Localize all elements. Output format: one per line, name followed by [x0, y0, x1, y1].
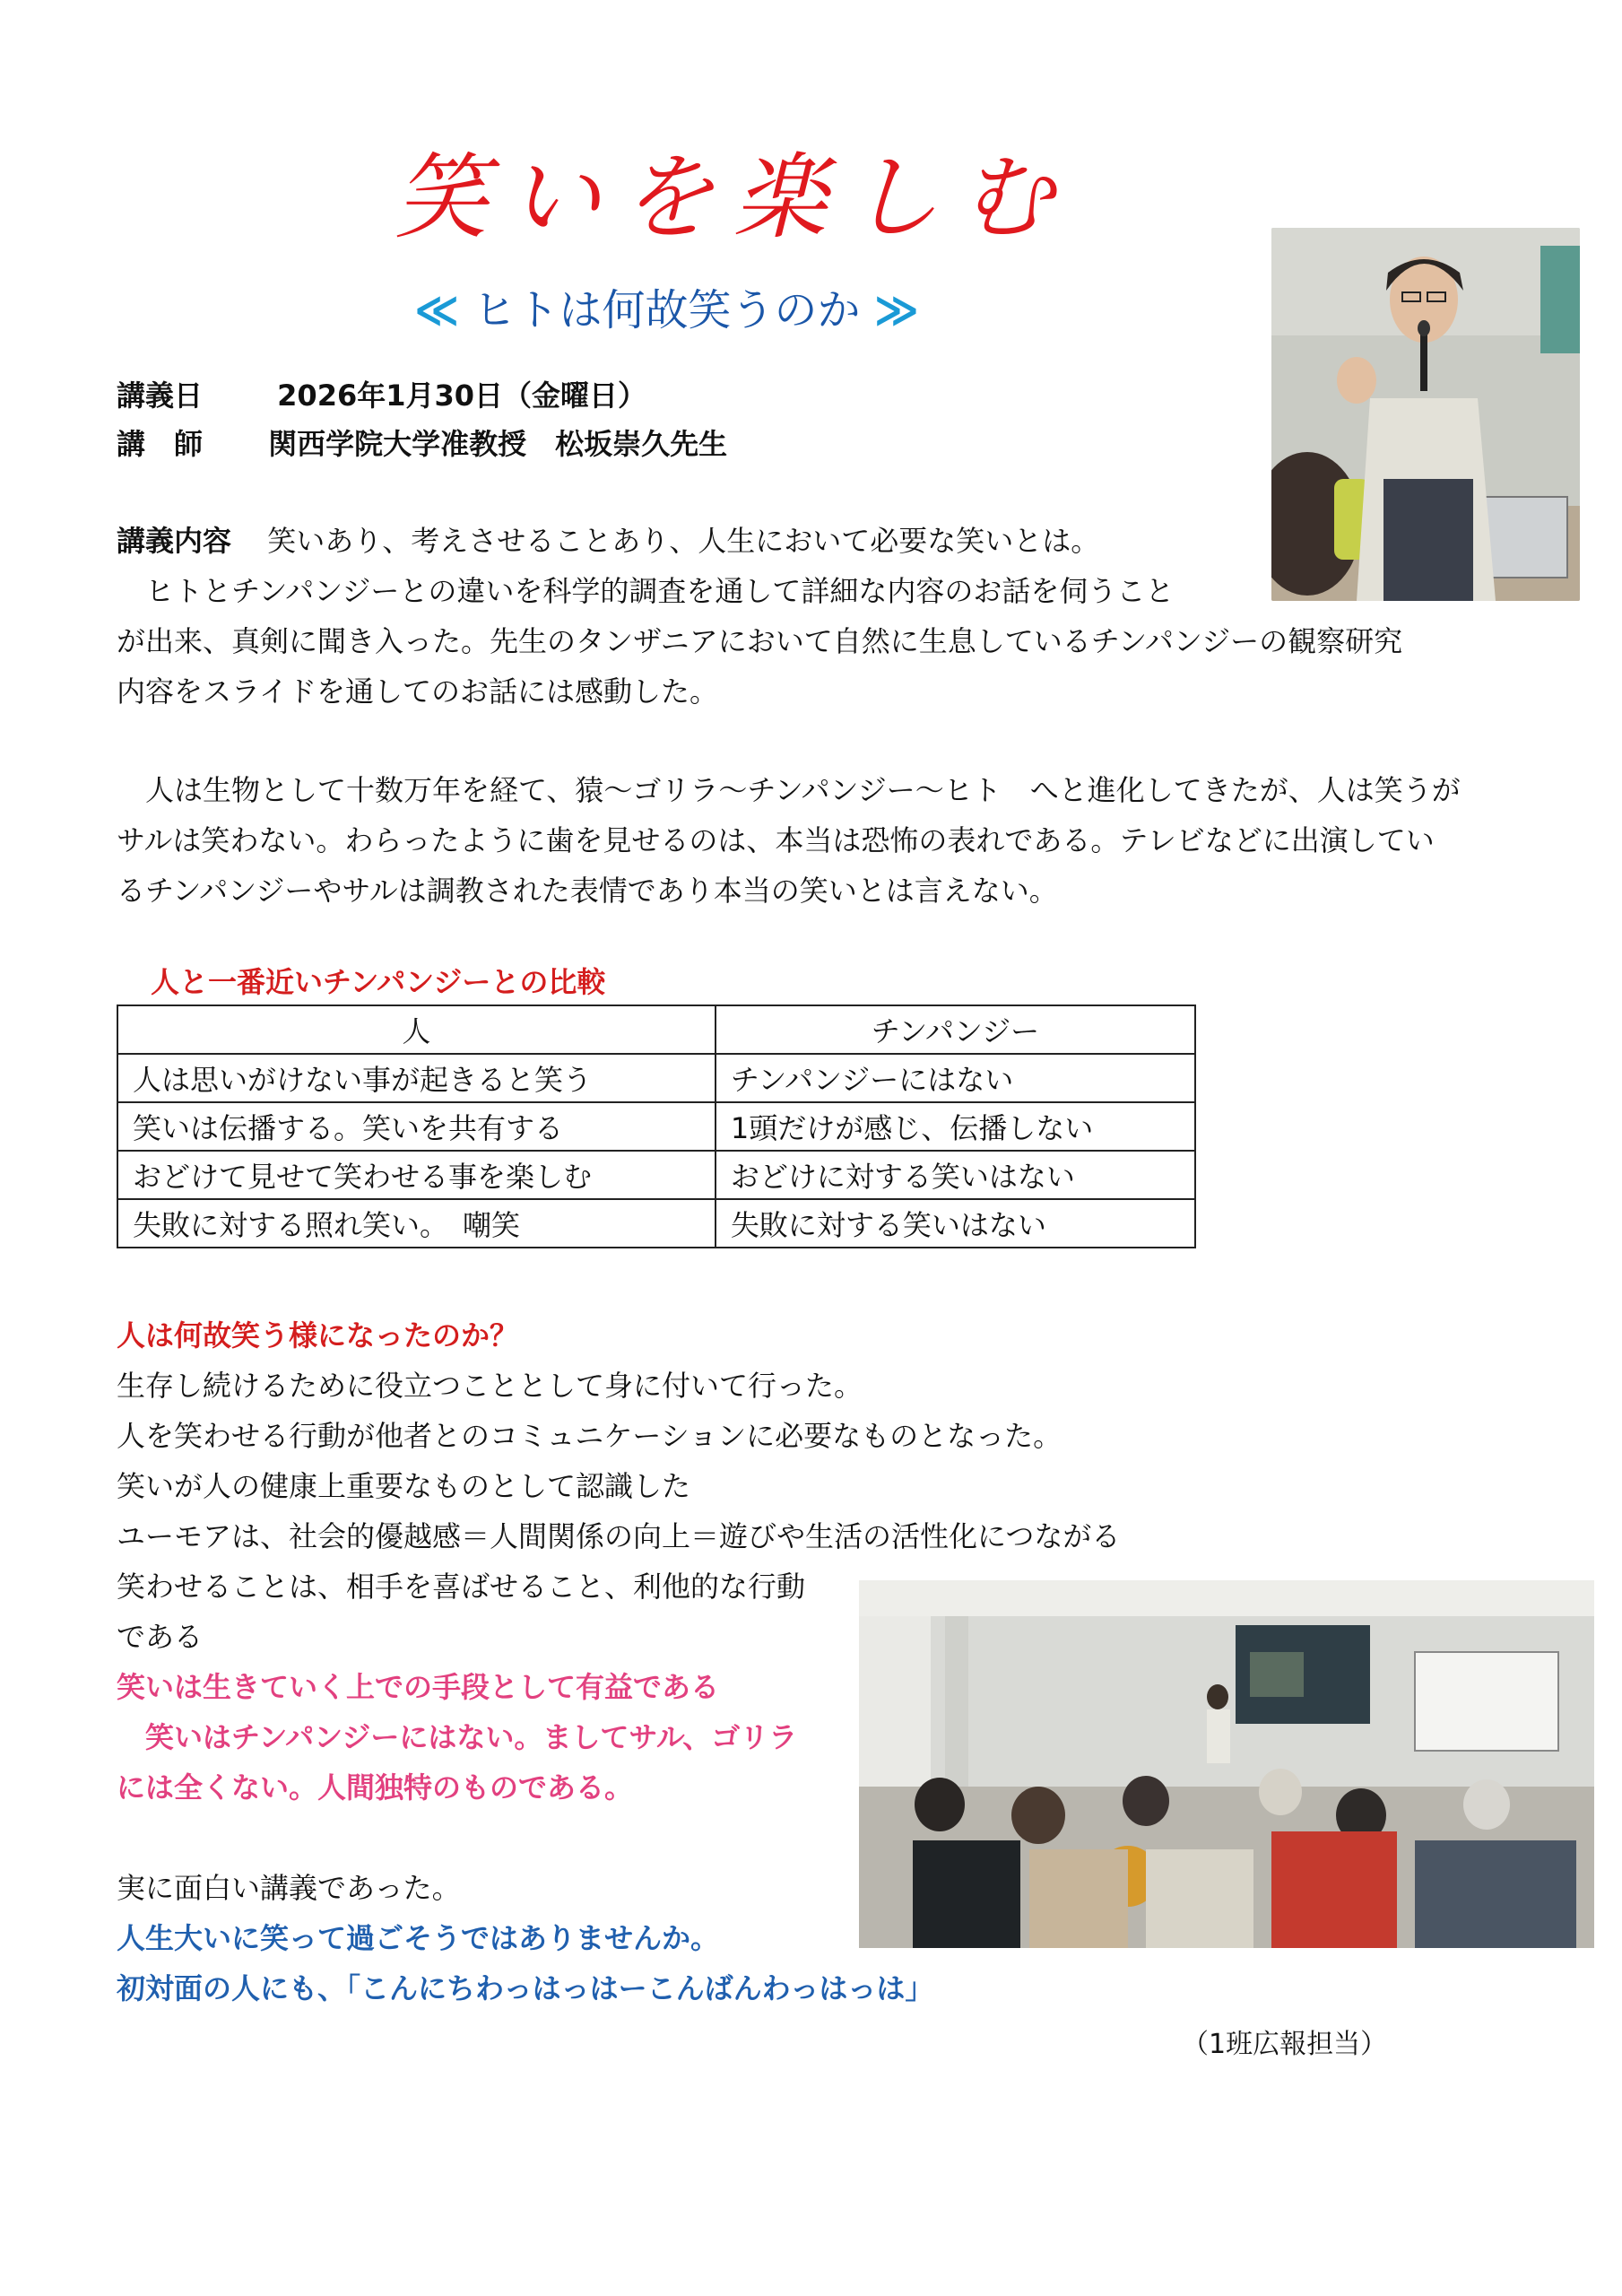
- lecturer-photo-image: [1271, 228, 1580, 601]
- subtitle-right-bracket: ≫: [873, 285, 920, 335]
- para2-line3: るチンパンジーやサルは調教された表情であり本当の笑いとは言えない。: [117, 874, 1058, 908]
- table-row: [117, 1054, 1195, 1102]
- subtitle: [414, 285, 920, 335]
- why-line: 人を笑わせる行動が他者とのコミュニケーションに必要なものとなった。: [117, 1419, 1063, 1453]
- cell-human: 人は思いがけない事が起きると笑う: [117, 1054, 716, 1102]
- cell-human: 失敗に対する照れ笑い。 嘲笑: [117, 1199, 716, 1248]
- para2-line1: 人は生物として十数万年を経て、猿～ゴリラ～チンパンジー～ヒト へと進化してきたが、人は笑うが: [117, 773, 1461, 807]
- table-row: [117, 1151, 1195, 1199]
- why-line: である: [117, 1620, 204, 1654]
- lecture-date: [117, 378, 646, 413]
- page-title: 笑いを楽しむ: [395, 143, 1073, 252]
- credit: （1班広報担当）: [1182, 2029, 1388, 2060]
- comparison-heading: 人と一番近いチンパンジーとの比較: [151, 965, 606, 999]
- header-chimp: チンパンジー: [716, 1005, 1195, 1054]
- header-human: 人: [117, 1005, 716, 1054]
- lecture-room-photo-image: [859, 1580, 1594, 1948]
- para1-line3: 内容をスライドを通してのお話には感動した。: [117, 674, 719, 709]
- lecturer-label: 講 師: [117, 427, 204, 461]
- date-label: 講義日: [117, 378, 204, 413]
- content-intro-text: 笑いあり、考えさせることあり、人生において必要な笑いとは。: [267, 524, 1100, 558]
- lecturer-photo: [1271, 228, 1580, 601]
- cell-chimp: チンパンジーにはない: [716, 1054, 1195, 1102]
- why-line: 笑いが人の健康上重要なものとして認識した: [117, 1469, 691, 1503]
- lecturer-value: 関西学院大学准教授 松坂崇久先生: [268, 427, 728, 461]
- cell-chimp: 失敗に対する笑いはない: [716, 1199, 1195, 1248]
- why-heading: 人は何故笑う様になったのか？: [117, 1318, 519, 1352]
- para1-line2: が出来、真剣に聞き入った。先生のタンザニアにおいて自然に生息しているチンパンジーの観察研究: [117, 624, 1403, 658]
- closing-line2: 人生大いに笑って過ごそうではありませんか。: [117, 1921, 720, 1955]
- cell-chimp: おどけに対する笑いはない: [716, 1151, 1195, 1199]
- closing-line1: 実に面白い講義であった。: [117, 1871, 461, 1905]
- why-line: 生存し続けるために役立つこととして身に付いて行った。: [117, 1369, 863, 1403]
- content-intro: [117, 524, 1099, 558]
- why-pink-line: には全くない。人間独特のものである。: [117, 1770, 634, 1805]
- lecturer: [117, 427, 727, 461]
- subtitle-text: ヒトは何故笑うのか: [473, 285, 861, 335]
- para2-line2: サルは笑わない。わらったように歯を見せるのは、本当は恐怖の表れである。テレビなどに出演してい: [117, 823, 1435, 857]
- table-row: [117, 1102, 1195, 1151]
- comparison-table: [117, 1004, 1196, 1248]
- why-line: 笑わせることは、相手を喜ばせること、利他的な行動: [117, 1570, 806, 1604]
- lecture-room-photo: [859, 1580, 1594, 1948]
- para1-line1: ヒトとチンパンジーとの違いを科学的調査を通して詳細な内容のお話を伺うこと: [117, 574, 1175, 608]
- why-pink-line: 笑いは生きていく上での手段として有益である: [117, 1670, 720, 1704]
- table-header-row: [117, 1005, 1195, 1054]
- table-row: [117, 1199, 1195, 1248]
- cell-human: おどけて見せて笑わせる事を楽しむ: [117, 1151, 716, 1199]
- why-line: ユーモアは、社会的優越感＝人間関係の向上＝遊びや生活の活性化につながる: [117, 1519, 1121, 1553]
- cell-chimp: 1頭だけが感じ、伝播しない: [716, 1102, 1195, 1151]
- why-pink-line: 笑いはチンパンジーにはない。ましてサル、ゴリラ: [117, 1720, 798, 1754]
- closing-line3: 初対面の人にも、「こんにちわっはっはーこんばんわっはっは」: [117, 1971, 934, 2005]
- content-label: 講義内容: [117, 524, 232, 558]
- date-value: 2026年1月30日（金曜日）: [277, 378, 647, 413]
- cell-human: 笑いは伝播する。笑いを共有する: [117, 1102, 716, 1151]
- subtitle-left-bracket: ≪: [414, 285, 460, 335]
